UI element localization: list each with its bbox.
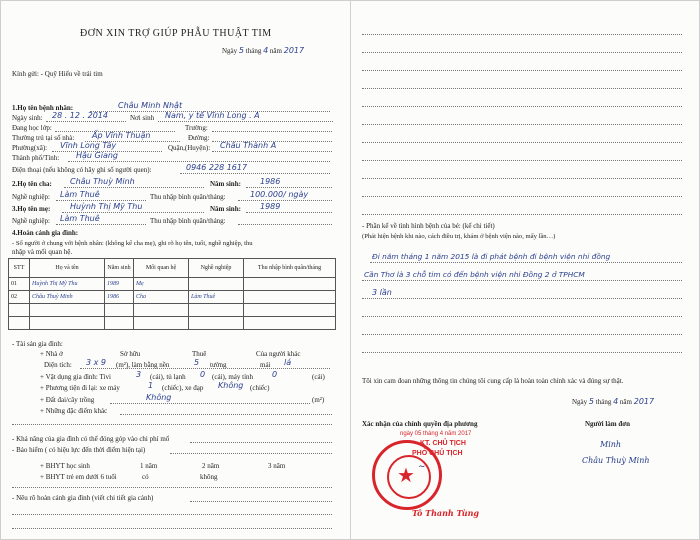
family-line2: nhập và mối quan hệ.	[12, 248, 73, 256]
street-label: Đường:	[188, 134, 210, 142]
th-stt: STT	[9, 259, 30, 278]
house-label: + Nhà ở	[40, 350, 63, 358]
family-note: - Nêu rõ hoàn cảnh gia đình (viết chi tiết gia cảnh)	[12, 494, 154, 502]
assets-heading: - Tài sản gia đình:	[12, 340, 63, 348]
star-icon: ★	[397, 463, 415, 487]
ins2-label: + BHYT trẻ em dưới 6 tuổi	[40, 473, 117, 481]
mother-yob: 1989	[260, 202, 281, 211]
authority-name: Tô Thanh Tùng	[412, 508, 479, 518]
roof-label: tường	[210, 361, 227, 369]
table-row	[9, 278, 336, 291]
patient-heading: 1.Họ tên bệnh nhân:	[12, 104, 74, 112]
th-yob: Năm sinh	[105, 259, 134, 278]
insurance-label: - Bảo hiểm ( có hiệu lực đến thời điểm hiện tại)	[12, 446, 146, 454]
ins1-opt1: 1 năm	[140, 462, 158, 470]
ability-line: - Khả năng của gia đình có thể đóng góp vào chi phí mổ	[12, 435, 170, 443]
mother-heading: 3.Họ tên mẹ:	[12, 205, 51, 213]
ins1-label: + BHYT học sinh	[40, 462, 90, 470]
family-line1: - Số người ở chung với bệnh nhân: (không kể cha mẹ), ghi rõ họ tên, tuổi, nghề nghiệp, thu	[12, 240, 253, 247]
ins1-opt2: 2 năm	[202, 462, 220, 470]
city-value: Hậu Giang	[76, 151, 119, 160]
bike-value: Không	[218, 381, 244, 390]
ins1-opt3: 3 năm	[268, 462, 286, 470]
table-row	[9, 291, 336, 304]
mother-job-label: Nghề nghiệp:	[12, 217, 50, 225]
bike-unit: (chiếc)	[250, 384, 270, 392]
applicant-name: Châu Thuỳ Minh	[582, 456, 650, 465]
th-relation: Mối quan hệ	[134, 259, 189, 278]
tv-value: 3	[136, 370, 142, 379]
pob-label: Nơi sinh	[130, 114, 155, 122]
cell-name: Châu Thuỳ Minh	[30, 291, 105, 304]
history-line1: Đi năm tháng 1 năm 2015 là đi phát bệnh đi bệnh viện nhi đồng	[372, 252, 611, 261]
authority-label: Xác nhận của chính quyền địa phương	[362, 420, 478, 428]
district-label: Quận,(Huyện):	[168, 144, 211, 152]
mother-income-label: Thu nhập bình quân/tháng:	[150, 217, 226, 225]
school2-label: Trường:	[185, 124, 208, 132]
fridge-value: 0	[200, 370, 206, 379]
page-fold	[350, 0, 351, 540]
cell-income	[244, 278, 336, 291]
father-income-label: Thu nhập bình quân/tháng:	[150, 193, 226, 201]
land-label: + Đất đai/cây trồng	[40, 396, 95, 404]
city-label: Thành phố/Tỉnh:	[12, 154, 60, 162]
dob-value: 28 . 12 . 2014	[52, 111, 108, 120]
stamp-date: ngày 05 tháng 4 năm 2017	[400, 431, 472, 437]
pledge-text: Tôi xin cam đoan những thông tin chúng tôi cung cấp là hoàn toàn chính xác và đúng sự thật.	[362, 377, 624, 385]
dob-label: Ngày sinh:	[12, 114, 43, 122]
cell-yob: 1989	[105, 278, 134, 291]
cell-stt: 02	[9, 291, 30, 304]
area-unit: (m²), làm bằng nền	[116, 361, 170, 369]
kinh-gui: Kính gửi: - Quỹ Hiểu về trái tim	[12, 70, 103, 78]
land-unit: (m²)	[312, 396, 325, 404]
father-name: Châu Thuỳ Minh	[70, 177, 135, 186]
assets-col-other: Của người khác	[256, 350, 301, 358]
cell-stt: 01	[9, 278, 30, 291]
goods-rest: (cái), tủ lạnh	[150, 373, 186, 381]
goods-label: + Vật dụng gia đình: Tivi	[40, 373, 111, 381]
table-row	[9, 317, 336, 330]
ward-label: Phường(xã):	[12, 144, 48, 152]
th-job: Nghề nghiệp	[189, 259, 244, 278]
ins2-opt2: không	[200, 473, 218, 481]
addr-value: Ấp Vĩnh Thuận	[92, 131, 151, 140]
pob-value: Nam, y tế Vĩnh Long . A	[165, 111, 260, 120]
family-table	[8, 258, 336, 330]
mother-name: Huỳnh Thị Mỹ Thu	[70, 202, 143, 211]
moto-unit: (chiếc), xe đạp	[162, 384, 204, 392]
sign-date: Ngày 5 tháng 4 năm 2017	[572, 397, 655, 406]
history-label: - Phần kể về tình hình bệnh của bé: (kể chi tiết)	[362, 222, 495, 230]
land-value: Không	[146, 393, 172, 402]
cell-job: Làm Thuê	[189, 291, 244, 304]
father-heading: 2.Họ tên cha:	[12, 180, 52, 188]
addr-label: Thường trú tại số nhà:	[12, 134, 75, 142]
father-yob: 1986	[260, 177, 281, 186]
ac-unit: (cái)	[312, 373, 325, 381]
cell-name: Huỳnh Thị Mỹ Thu	[30, 278, 105, 291]
father-yob-label: Năm sinh:	[210, 180, 241, 188]
assets-col-owner: Sở hữu	[120, 350, 141, 358]
history-line3: 3 lần	[372, 288, 392, 297]
authority-signature: ~	[418, 462, 426, 472]
school-label: Đang học lớp:	[12, 124, 52, 132]
form-title: ĐƠN XIN TRỢ GIÚP PHẪU THUẬT TIM	[80, 28, 272, 39]
applicant-signature: Minh	[600, 440, 622, 449]
authority-title: KT. CHỦ TỊCH	[420, 440, 466, 447]
mai-label: mái	[260, 361, 271, 369]
father-job-label: Nghề nghiệp:	[12, 193, 50, 201]
father-job: Làm Thuê	[60, 190, 100, 199]
date-top: Ngày 5 tháng 4 năm 2017	[222, 46, 305, 55]
cell-relation: Mẹ	[134, 278, 189, 291]
father-income: 100.000/ ngày	[250, 190, 309, 199]
history-line2: Cần Thơ là 3 chỗ tim có đến bệnh viện nhi Đồng 2 ở TPHCM	[364, 270, 585, 279]
vehicle-label: + Phương tiện đi lại: xe máy	[40, 384, 120, 392]
phone-value: 0946 228 1617	[186, 163, 248, 172]
mai-value: lá	[284, 358, 292, 367]
history-sub: (Phát hiện bệnh khi nào, cách điều trị, khám ở bệnh viện nào, mấy lần…)	[362, 233, 556, 240]
ac-label: (cái), máy tính	[212, 373, 254, 381]
district-value: Châu Thành A	[220, 141, 277, 150]
ward-value: Vĩnh Long Tây	[60, 141, 117, 150]
table-row	[9, 304, 336, 317]
moto-value: 1	[148, 381, 154, 390]
mother-yob-label: Năm sinh:	[210, 205, 241, 213]
cell-relation: Cha	[134, 291, 189, 304]
authority-title2: PHÓ CHỦ TỊCH	[412, 450, 463, 457]
ins2-opt1: có	[142, 473, 149, 481]
other-label: + Những đặc điểm khác	[40, 407, 108, 415]
applicant-label: Người làm đơn	[585, 420, 631, 428]
area-value: 3 x 9	[86, 358, 106, 367]
mother-job: Làm Thuê	[60, 214, 100, 223]
cell-yob: 1986	[105, 291, 134, 304]
cell-job	[189, 278, 244, 291]
th-income: Thu nhập bình quân/tháng	[244, 259, 336, 278]
cell-income	[244, 291, 336, 304]
patient-name: Châu Minh Nhật	[118, 101, 183, 110]
family-heading: 4.Hoàn cảnh gia đình:	[12, 229, 79, 237]
floor-value: 5	[194, 358, 200, 367]
assets-col-rent: Thuê	[192, 350, 207, 358]
ac-value: 0	[272, 370, 278, 379]
th-name: Họ và tên	[30, 259, 105, 278]
phone-label: Điện thoại (nếu không có hãy ghi số người quen):	[12, 166, 152, 174]
area-label: Diện tích:	[44, 361, 72, 369]
